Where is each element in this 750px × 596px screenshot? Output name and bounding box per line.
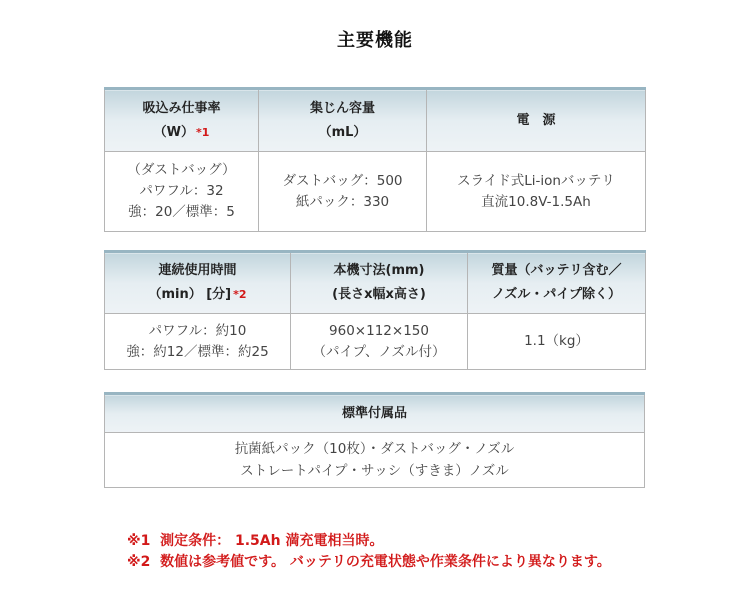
- table-row: [105, 152, 646, 232]
- header-line: [105, 283, 290, 307]
- header-dust-capacity: [259, 89, 427, 152]
- footnote-mark: *1: [195, 125, 210, 139]
- cell-line: （パイプ、ノズル付）: [312, 343, 446, 360]
- cell-dimensions: [291, 314, 468, 370]
- table-row: [105, 314, 646, 370]
- cell-line: ストレートパイプ・サッシ（すきま）ノズル: [240, 463, 509, 479]
- spec-table-accessories: [104, 392, 645, 488]
- cell-dust-capacity: [259, 152, 427, 232]
- cell-line: パワフル：32: [139, 183, 224, 199]
- header-suction-power: [105, 89, 259, 152]
- cell-line: 強：20／標準：5: [128, 204, 235, 220]
- header-line: 本機寸法(mm): [333, 263, 425, 278]
- cell-power-source: [427, 152, 646, 232]
- header-line: ノズル・パイプ除く）: [491, 287, 622, 302]
- cell-line: 直流10.8V-1.5Ah: [481, 193, 591, 210]
- table-row: [105, 433, 645, 488]
- cell-line: 抗菌紙パック（10枚）・ダストバッグ・ノズル: [234, 441, 515, 457]
- cell-accessories: [105, 433, 645, 488]
- cell-weight: [468, 314, 646, 370]
- header-line: 集じん容量: [309, 100, 375, 116]
- cell-line: 紙パック：330: [295, 193, 390, 210]
- header-line: [105, 121, 258, 145]
- header-accessories: 標準付属品: [105, 394, 645, 433]
- page-title: 主要機能: [337, 30, 413, 51]
- table-header-row: [105, 89, 646, 152]
- header-unit: （min） [分]: [148, 287, 232, 302]
- footnotes: [127, 531, 611, 573]
- header-dimensions: [291, 252, 468, 314]
- cell-runtime: [105, 314, 291, 370]
- header-unit: （mL）: [318, 124, 367, 140]
- footnote-2: ※2 数値は参考値です。 バッテリの充電状態や作業条件により異なります。: [127, 554, 611, 570]
- cell-line: 1.1（kg）: [524, 333, 589, 349]
- header-line: (長さx幅x高さ): [332, 287, 426, 302]
- header-runtime: [105, 252, 291, 314]
- table-header-row: [105, 394, 645, 433]
- table-header-row: [105, 252, 646, 314]
- cell-line: スライド式Li-ionバッテリ: [457, 172, 615, 189]
- cell-suction-power: [105, 152, 259, 232]
- header-line: 電 源: [516, 112, 556, 128]
- spec-table-runtime: [104, 250, 646, 370]
- cell-line: 強：約12／標準：約25: [126, 343, 269, 360]
- cell-line: パワフル：約10: [148, 322, 247, 339]
- header-unit: （W）: [153, 124, 194, 140]
- header-line: 連続使用時間: [158, 263, 237, 278]
- cell-line: （ダストバッグ）: [127, 162, 236, 178]
- footnote-1: ※1 測定条件： 1.5Ah 満充電相当時。: [127, 533, 384, 549]
- cell-line: 960×112×150: [329, 322, 429, 339]
- header-power-source: [427, 89, 646, 152]
- cell-line: ダストバッグ：500: [282, 172, 403, 189]
- header-line: 吸込み仕事率: [142, 100, 221, 116]
- footnote-mark: *2: [233, 288, 247, 301]
- header-line: 質量（バッテリ含む／: [491, 263, 622, 278]
- spec-table-power: [104, 87, 646, 232]
- header-weight: [468, 252, 646, 314]
